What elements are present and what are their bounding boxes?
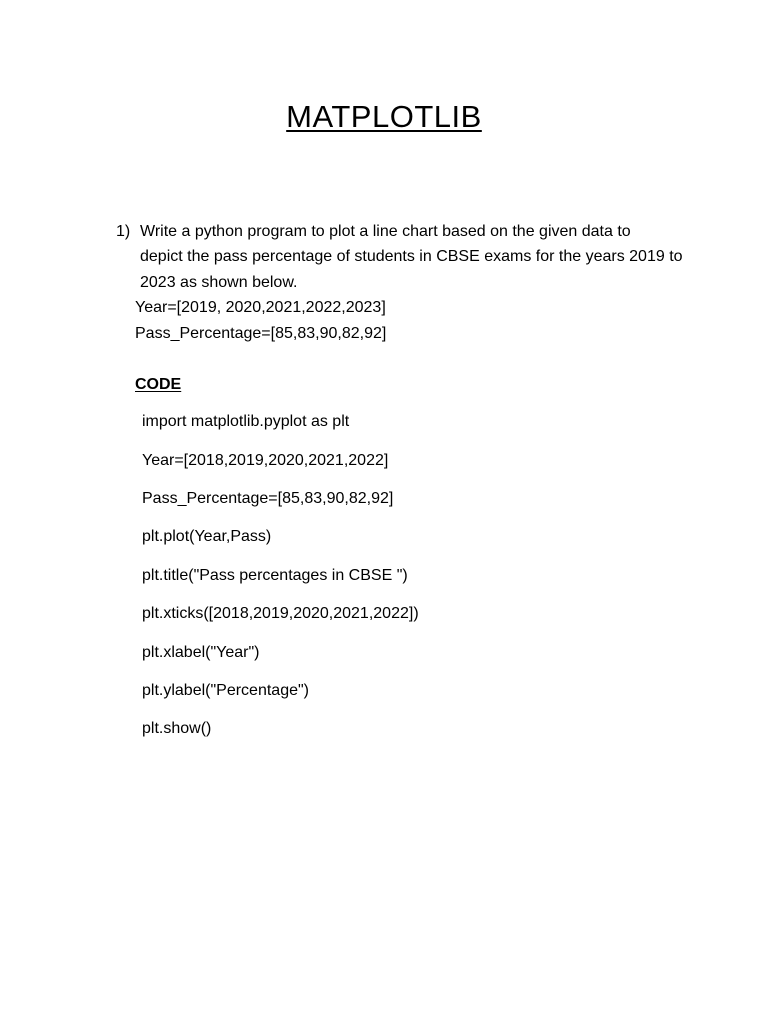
question-number: 1)	[116, 223, 131, 240]
code-line: plt.xticks([2018,2019,2020,2021,2022])	[142, 605, 419, 622]
question-text-line: 2023 as shown below.	[140, 274, 298, 291]
question-data-year: Year=[2019, 2020,2021,2022,2023]	[135, 299, 386, 316]
code-line: Year=[2018,2019,2020,2021,2022]	[142, 452, 389, 469]
question-text-line: depict the pass percentage of students in CBSE exams for the years 2019 to	[140, 248, 683, 265]
code-line: plt.show()	[142, 720, 212, 737]
code-line: plt.title("Pass percentages in CBSE ")	[142, 567, 408, 584]
code-line: plt.ylabel("Percentage")	[142, 682, 309, 699]
code-line: plt.plot(Year,Pass)	[142, 528, 272, 545]
code-heading: CODE	[135, 376, 182, 393]
question-data-pass-percentage: Pass_Percentage=[85,83,90,82,92]	[135, 325, 387, 342]
code-line: import matplotlib.pyplot as plt	[142, 413, 350, 430]
code-line: Pass_Percentage=[85,83,90,82,92]	[142, 490, 394, 507]
code-line: plt.xlabel("Year")	[142, 644, 260, 661]
document-title: MATPLOTLIB	[286, 99, 482, 134]
question-text-line: Write a python program to plot a line chart based on the given data to	[140, 223, 631, 240]
